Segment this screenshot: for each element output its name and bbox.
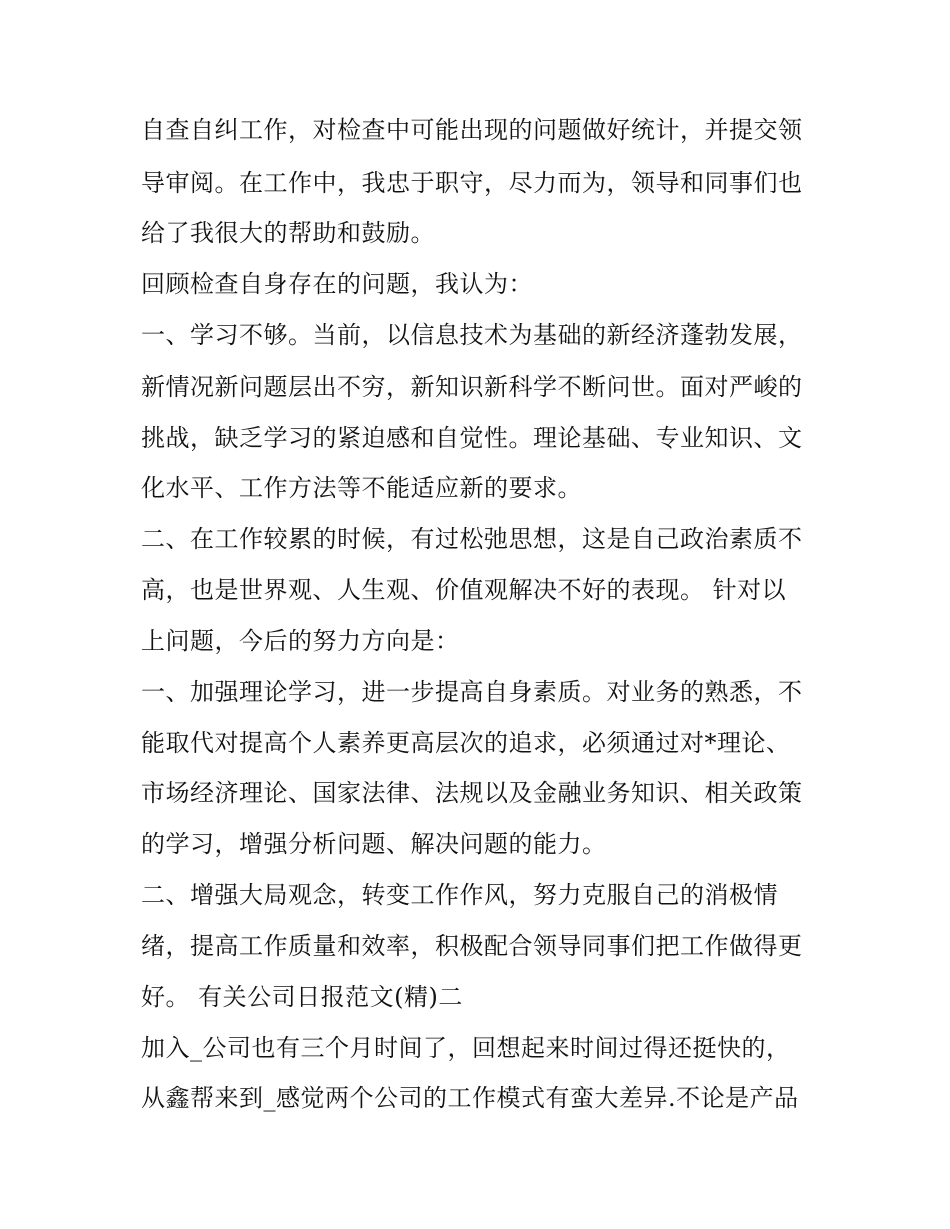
text-line-11: 上问题，今后的努力方向是： <box>141 627 460 655</box>
text-line-7: 挑战，缺乏学习的紧迫感和自觉性。理论基础、专业知识、文 <box>141 424 803 452</box>
text-line-9: 二、在工作较累的时候，有过松弛思想，这是自己政治素质不 <box>141 525 803 553</box>
text-line-17: 绪，提高工作质量和效率，积极配合领导同事们把工作做得更 <box>141 932 803 960</box>
text-line-6: 新情况新问题层出不穷，新知识新科学不断问世。面对严峻的 <box>141 373 803 401</box>
text-line-14: 市场经济理论、国家法律、法规以及金融业务知识、相关政策 <box>141 779 803 807</box>
text-line-10: 高，也是世界观、人生观、价值观解决不好的表现。 针对以 <box>141 576 787 604</box>
text-line-3: 给了我很大的帮助和鼓励。 <box>141 219 435 247</box>
text-line-16: 二、增强大局观念，转变工作作风，努力克服自己的消极情 <box>141 881 778 909</box>
text-line-5: 一、学习不够。当前，以信息技术为基础的新经济蓬勃发展， <box>141 321 803 349</box>
text-line-4: 回顾检查自身存在的问题，我认为： <box>141 270 533 298</box>
text-line-15: 的学习，增强分析问题、解决问题的能力。 <box>141 830 607 858</box>
text-line-19: 加入_公司也有三个月时间了，回想起来时间过得还挺快的， <box>141 1034 791 1062</box>
text-line-1: 自查自纠工作，对检查中可能出现的问题做好统计，并提交领 <box>141 116 803 144</box>
text-line-2: 导审阅。在工作中，我忠于职守，尽力而为，领导和同事们也 <box>141 169 803 197</box>
text-line-13: 能取代对提高个人素养更高层次的追求，必须通过对*理论、 <box>141 729 791 757</box>
text-line-18: 好。 有关公司日报范文(精)二 <box>141 983 463 1011</box>
text-line-12: 一、加强理论学习，进一步提高自身素质。对业务的熟悉，不 <box>141 678 803 706</box>
text-line-20: 从鑫帮来到_感觉两个公司的工作模式有蛮大差异.不论是产品 <box>141 1084 799 1112</box>
text-line-8: 化水平、工作方法等不能适应新的要求。 <box>141 474 582 502</box>
